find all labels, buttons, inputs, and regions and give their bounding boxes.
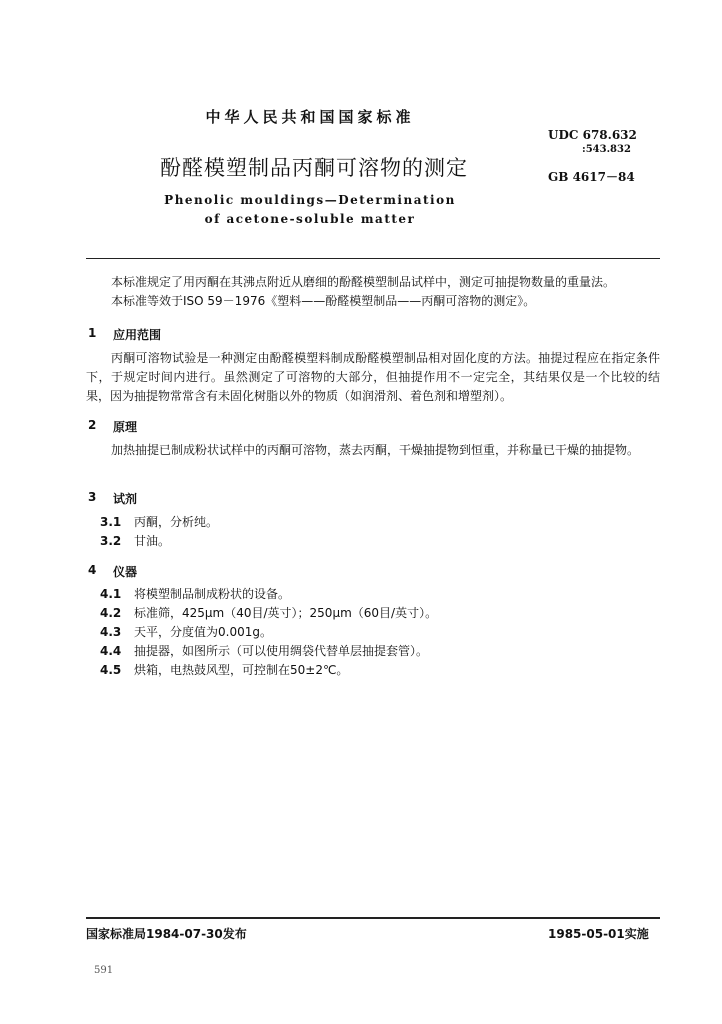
item-text: 将模塑制品制成粉状的设备。 bbox=[134, 587, 291, 601]
item-text: 标准筛，425μm（40目/英寸）；250μm（60目/英寸）。 bbox=[134, 606, 438, 620]
list-item bbox=[100, 513, 218, 530]
document-title-en-line2: of acetone-soluble matter bbox=[204, 212, 416, 226]
list-item bbox=[100, 642, 428, 659]
udc-code-continuation: :543.832 bbox=[582, 144, 631, 155]
section-1-title: 应用范围 bbox=[113, 328, 162, 342]
section-3-number: 3 bbox=[88, 490, 97, 504]
document-title-zh: 酚醛模塑制品丙酮可溶物的测定 bbox=[160, 156, 468, 180]
list-item bbox=[100, 623, 272, 640]
item-text: 丙酮，分析纯。 bbox=[134, 515, 219, 529]
section-1-number: 1 bbox=[88, 326, 97, 340]
section-2-number: 2 bbox=[88, 418, 97, 432]
intro-block bbox=[86, 273, 660, 311]
intro-paragraph-2: 本标准等效于ISO 59－1976《塑料——酚醛模塑制品——丙酮可溶物的测定》。 bbox=[111, 294, 536, 308]
document-title-en-line1: Phenolic mouldings—Determination bbox=[164, 193, 456, 207]
list-item bbox=[100, 585, 290, 602]
gb-standard-number: GB 4617－84 bbox=[548, 170, 635, 184]
section-4-number: 4 bbox=[88, 563, 97, 577]
national-standard-heading: 中华人民共和国国家标准 bbox=[205, 108, 415, 126]
section-2-title: 原理 bbox=[113, 420, 138, 434]
list-item bbox=[100, 532, 170, 549]
item-text: 甘油。 bbox=[134, 534, 171, 548]
udc-code: UDC 678.632 bbox=[548, 128, 637, 142]
list-item bbox=[100, 604, 437, 621]
list-item bbox=[100, 661, 348, 678]
section-1-body bbox=[86, 349, 660, 406]
footer-divider bbox=[86, 917, 660, 919]
section-2-paragraph: 加热抽提已制成粉状试样中的丙酮可溶物，蒸去丙酮，干燥抽提物到恒重，并称量已干燥的抽提物。 bbox=[111, 443, 640, 457]
item-number: 4.2 bbox=[100, 606, 122, 620]
item-number: 3.2 bbox=[100, 534, 122, 548]
page-number: 591 bbox=[94, 965, 114, 976]
issue-date: 国家标准局1984-07-30发布 bbox=[86, 927, 247, 941]
section-1-paragraph: 丙酮可溶物试验是一种测定由酚醛模塑料制成酚醛模塑制品相对固化度的方法。抽提过程应在指定条件下，于规定时间内进行。虽然测定了可溶物的大部分，但抽提作用不一定完全，其结果仅是一个比较的结果，因为抽提物常常含有未固化树脂以外的物质（如润滑剂、着色剂和增塑剂）。 bbox=[86, 351, 660, 403]
effective-date: 1985-05-01实施 bbox=[548, 927, 649, 941]
item-text: 烘箱，电热鼓风型，可控制在50±2℃。 bbox=[134, 663, 349, 677]
section-2-body bbox=[86, 441, 660, 460]
item-text: 天平，分度值为0.001g。 bbox=[134, 625, 272, 639]
item-number: 4.4 bbox=[100, 644, 122, 658]
intro-paragraph-1: 本标准规定了用丙酮在其沸点附近从磨细的酚醛模塑制品试样中，测定可抽提物数量的重量法。 bbox=[111, 275, 616, 289]
item-text: 抽提器，如图所示（可以使用绸袋代替单层抽提套管）。 bbox=[134, 644, 429, 658]
section-4-title: 仪器 bbox=[113, 565, 138, 579]
section-3-title: 试剂 bbox=[113, 492, 138, 506]
item-number: 4.1 bbox=[100, 587, 122, 601]
header-divider bbox=[86, 258, 660, 259]
item-number: 4.3 bbox=[100, 625, 122, 639]
item-number: 3.1 bbox=[100, 515, 122, 529]
item-number: 4.5 bbox=[100, 663, 122, 677]
